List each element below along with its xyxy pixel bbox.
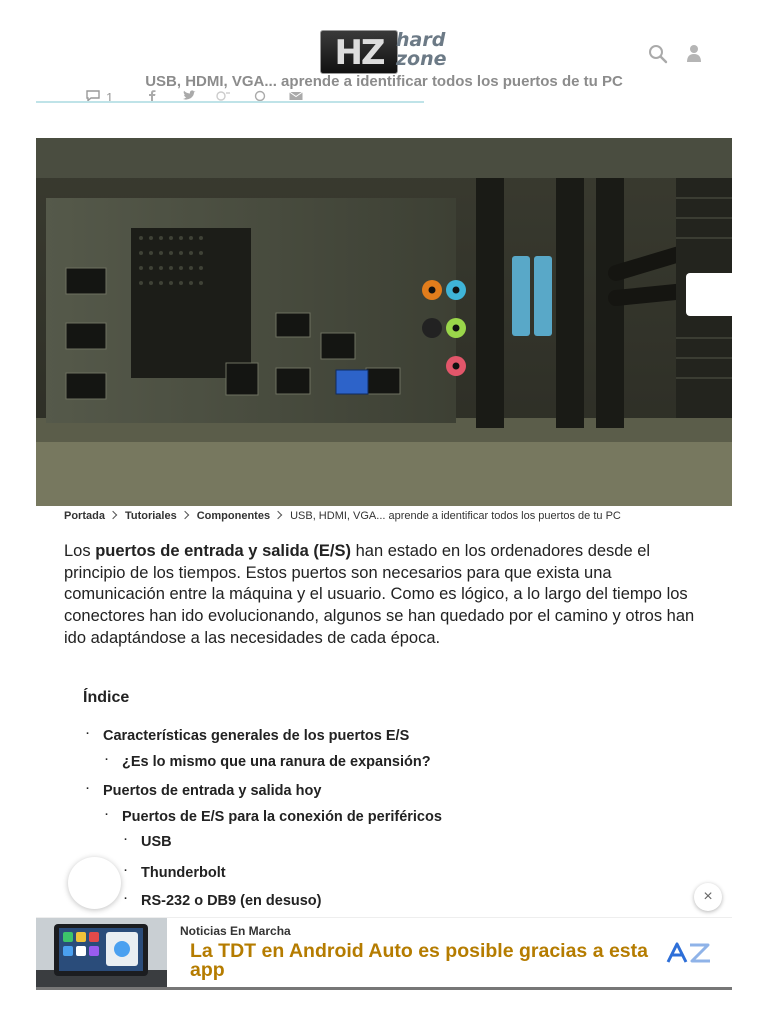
- email-icon[interactable]: [289, 90, 303, 101]
- sticky-article-title: USB, HDMI, VGA... aprende a identificar todos los puertos de tu PC: [145, 73, 623, 90]
- toc-item-label: Características generales de los puertos E/S: [103, 728, 410, 744]
- toc-bullet: ·: [124, 865, 128, 877]
- chevron-right-icon: [274, 511, 282, 519]
- intro-text-start: Los: [64, 542, 96, 560]
- motherboard-io-illustration: [36, 138, 732, 506]
- logo-mark: [320, 30, 398, 74]
- az-logo-icon: [666, 942, 712, 964]
- toc-item[interactable]: [86, 783, 322, 799]
- toc-item-label: Thunderbolt: [141, 865, 226, 881]
- toc-title: Índice: [83, 689, 130, 706]
- toc-item-label: Puertos de entrada y salida hoy: [103, 783, 322, 799]
- breadcrumb-current: USB, HDMI, VGA... aprende a identificar todos los puertos de tu PC: [290, 510, 621, 522]
- hero-side-button[interactable]: [686, 273, 732, 316]
- toc-bullet: ·: [124, 834, 128, 846]
- toc-bullet: ·: [124, 893, 128, 905]
- chevron-right-icon: [180, 511, 188, 519]
- ad-close-button[interactable]: [694, 883, 722, 911]
- car-dashboard-illustration: [36, 918, 167, 988]
- breadcrumb: [64, 510, 621, 522]
- toc-item-label: Puertos de E/S para la conexión de periféricos: [122, 809, 442, 825]
- logo-word-hard: hard: [396, 29, 446, 51]
- toc-item[interactable]: [105, 809, 442, 825]
- toc-item[interactable]: [124, 893, 322, 909]
- toc-item[interactable]: [124, 865, 226, 881]
- comment-icon[interactable]: [86, 90, 100, 101]
- site-logo[interactable]: [320, 30, 450, 74]
- ad-image: [36, 918, 167, 988]
- whatsapp-icon[interactable]: [253, 90, 267, 101]
- ad-headline[interactable]: La TDT en Android Auto es posible gracias a esta app: [190, 940, 648, 981]
- breadcrumb-item-componentes[interactable]: Componentes: [196, 510, 271, 522]
- article-intro: [64, 541, 710, 650]
- share-bar: [36, 86, 424, 103]
- toc-item-label: ¿Es lo mismo que una ranura de expansión?: [122, 754, 431, 770]
- toc-item[interactable]: [124, 834, 172, 850]
- intro-text-rest: han estado en los ordenadores desde el principio de los tiempos. Estos puertos son necesarios para que exista una comunicación entre la máquina y el usuario. Como es lógico, a lo largo del tiempo los conectores han ido evolucionando, algunos se han quedado por el camino y otros han ido adaptándose a las necesidades de cada época.: [64, 542, 695, 647]
- floating-action-button[interactable]: [68, 857, 121, 909]
- toc-bullet: ·: [105, 754, 109, 766]
- toc-bullet: ·: [86, 728, 90, 740]
- bottom-ad-banner[interactable]: [36, 917, 732, 988]
- logo-word-zone: zone: [396, 48, 447, 70]
- facebook-icon[interactable]: [147, 90, 157, 101]
- toc-item[interactable]: [105, 754, 431, 770]
- hero-image: [36, 138, 732, 506]
- toc-bullet: ·: [105, 809, 109, 821]
- toc-bullet: ·: [86, 783, 90, 795]
- toc-item[interactable]: [86, 728, 410, 744]
- chevron-right-icon: [109, 511, 117, 519]
- intro-bold-term: puertos de entrada y salida (E/S): [95, 542, 352, 560]
- close-icon: ×: [703, 888, 713, 905]
- toc-item-label: USB: [141, 834, 172, 850]
- twitter-icon[interactable]: [182, 90, 196, 101]
- ad-source: Noticias En Marcha: [180, 924, 291, 938]
- search-icon[interactable]: [648, 44, 668, 64]
- logo-wordmark: [396, 31, 447, 69]
- user-icon[interactable]: [686, 44, 702, 63]
- comments-count[interactable]: 1: [106, 90, 114, 103]
- google-icon[interactable]: [216, 90, 230, 101]
- breadcrumb-item-portada[interactable]: Portada: [64, 510, 105, 522]
- logo-mark-text: HZ: [334, 33, 384, 73]
- ad-bottom-border: [36, 987, 732, 990]
- breadcrumb-item-tutoriales[interactable]: Tutoriales: [124, 510, 177, 522]
- toc-item-label: RS-232 o DB9 (en desuso): [141, 893, 322, 909]
